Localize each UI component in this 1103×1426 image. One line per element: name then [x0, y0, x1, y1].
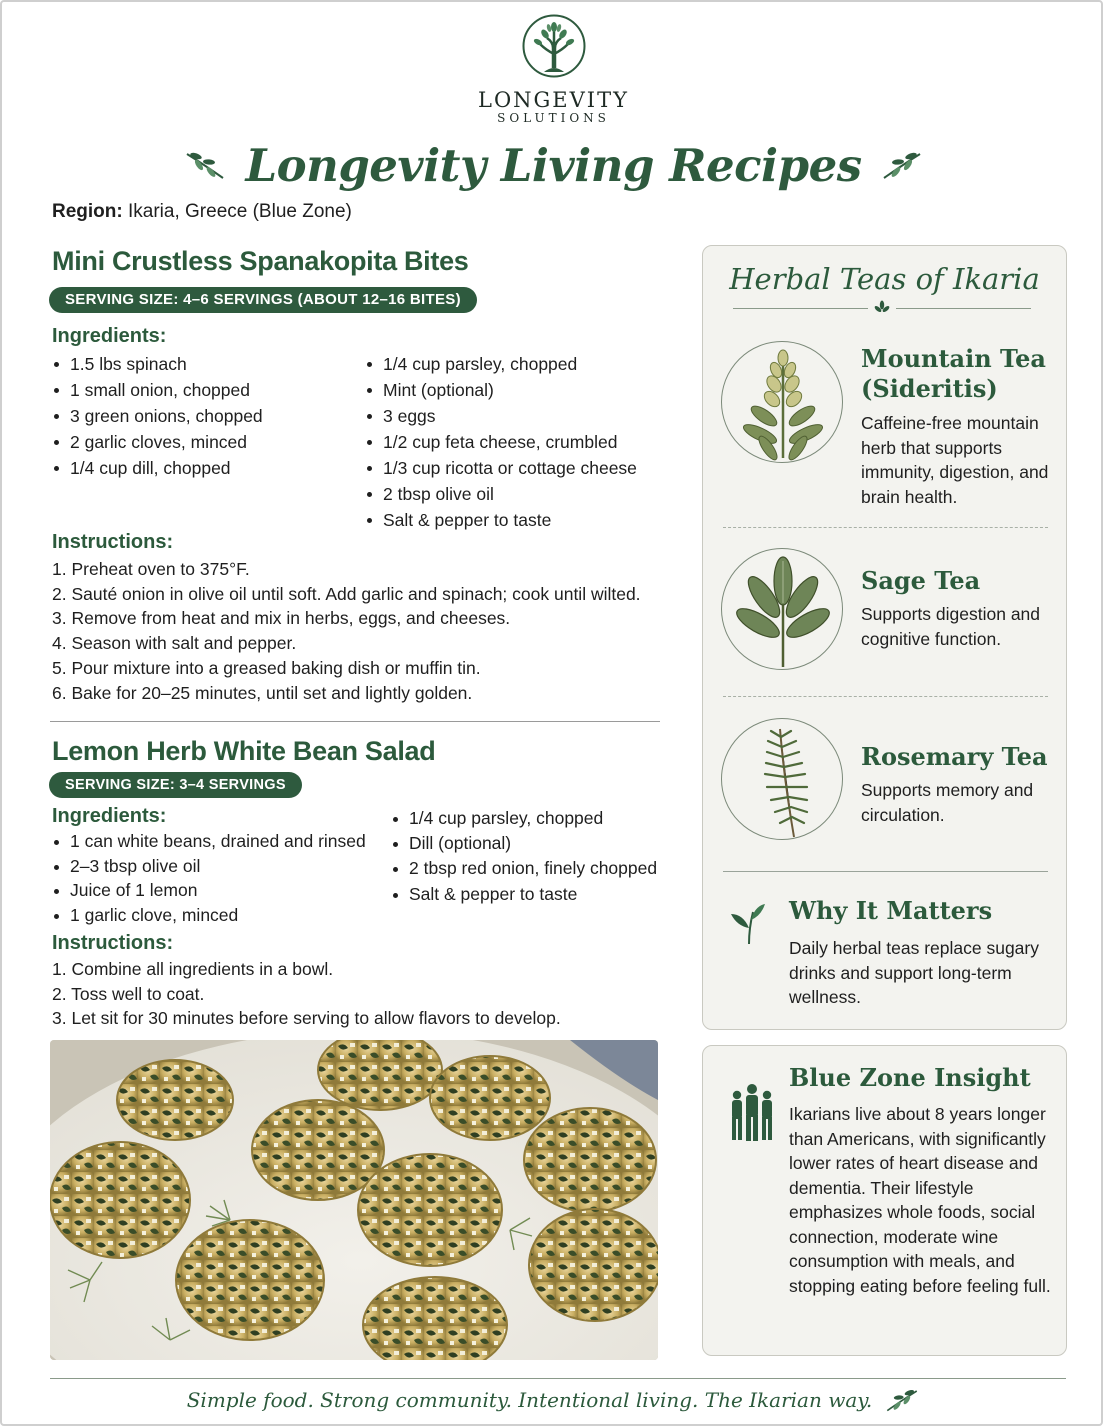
instruction-step: 4. Season with salt and pepper.: [52, 633, 297, 654]
region-value: Ikaria, Greece (Blue Zone): [128, 201, 352, 222]
sprig-left-icon: [183, 148, 227, 182]
why-divider: [723, 871, 1048, 872]
ingredient-item: 1 small onion, chopped: [52, 377, 263, 403]
sprout-icon: [727, 898, 771, 946]
sage-leaves-icon: [722, 549, 843, 670]
recipe1-ingredients-label: Ingredients:: [52, 325, 167, 347]
instruction-step: 2. Sauté onion in olive oil until soft. Add garlic and spinach; cook until wilted.: [52, 583, 641, 604]
why-title: Why It Matters: [789, 896, 993, 925]
sprig-right-icon: [880, 148, 924, 182]
rosemary-sprig-icon: [722, 719, 843, 840]
section-divider: [50, 721, 660, 722]
instruction-step: 1. Combine all ingredients in a bowl.: [52, 959, 334, 979]
ingredient-item: 1/3 cup ricotta or cottage cheese: [365, 455, 637, 481]
ingredient-item: 2–3 tbsp olive oil: [52, 854, 366, 879]
ingredient-item: 3 green onions, chopped: [52, 403, 263, 429]
instruction-step: 5. Pour mixture into a greased baking dish or muffin tin.: [52, 657, 481, 678]
herbal-teas-panel: [702, 245, 1067, 1030]
instruction-step: 3. Let sit for 30 minutes before serving to allow flavors to develop.: [52, 1008, 561, 1028]
tea-1-name: Mountain Tea (Sideritis): [861, 344, 1046, 403]
tea-1-illustration: [721, 341, 843, 463]
recipe1-ingredients-col2: [365, 351, 637, 533]
recipe1-title: Mini Crustless Spanakopita Bites: [52, 246, 469, 276]
ingredient-item: 1.5 lbs spinach: [52, 351, 263, 377]
instruction-step: 6. Bake for 20–25 minutes, until set and lightly golden.: [52, 682, 473, 703]
brand-logo: [2, 14, 1103, 125]
tea-divider-2: [723, 696, 1048, 697]
ingredient-item: Salt & pepper to taste: [391, 882, 657, 907]
footer-tagline: Simple food. Strong community. Intentional living. The Ikarian way.: [186, 1388, 873, 1412]
tea-2-illustration: [721, 548, 843, 670]
recipe2-ingredients-label: Ingredients:: [52, 805, 167, 827]
tea-2-name: Sage Tea: [861, 566, 981, 595]
ingredient-item: Mint (optional): [365, 377, 637, 403]
recipe2-instructions-label: Instructions:: [52, 932, 174, 954]
instruction-step: 3. Remove from heat and mix in herbs, eggs, and cheeses.: [52, 608, 511, 629]
teas-heading: Herbal Teas of Ikaria: [729, 262, 1040, 296]
tea-1-desc: Caffeine-free mountain herb that supports immunity, digestion, and brain health.: [861, 413, 1049, 507]
tea-3-desc: Supports memory and circulation.: [861, 780, 1034, 825]
spanakopita-bites-image: [50, 1040, 658, 1360]
recipe2-instructions: [52, 957, 561, 1031]
sprig-footer-icon: [884, 1386, 920, 1414]
blue-zone-insight-panel: [702, 1045, 1067, 1356]
region-line: [52, 201, 352, 223]
footer: [2, 1384, 1103, 1416]
tea-divider-1: [723, 527, 1048, 528]
ingredient-item: 1/4 cup parsley, chopped: [365, 351, 637, 377]
tree-of-life-icon: [522, 14, 586, 78]
teas-rule-right: [896, 308, 1031, 309]
recipe2-title: Lemon Herb White Bean Salad: [52, 736, 436, 766]
ingredient-item: 1 can white beans, drained and rinsed: [52, 829, 366, 854]
ingredient-item: 3 eggs: [365, 403, 637, 429]
instruction-step: 1. Preheat oven to 375°F.: [52, 559, 250, 579]
insight-desc: Ikarians live about 8 years longer than Americans, with significantly lower rates of heart disease and dementia. Their lifestyle emphasizes whole foods, social connection, moderate wine consumption with meals, and stopping eating before feeling full.: [789, 1104, 1051, 1296]
title-row: [2, 135, 1103, 195]
footer-rule: [50, 1378, 1066, 1379]
brand-sub: SOLUTIONS: [497, 111, 610, 125]
ingredient-item: Juice of 1 lemon: [52, 878, 366, 903]
tea-3-illustration: [721, 718, 843, 840]
recipe1-instructions-label: Instructions:: [52, 531, 174, 553]
leaf-ornament-icon: [873, 300, 891, 316]
recipe2-ingredients-col1: [52, 829, 366, 927]
instruction-step: 2. Toss well to coat.: [52, 983, 205, 1004]
ingredient-item: 2 tbsp olive oil: [365, 481, 637, 507]
recipe1-serving-badge: SERVING SIZE: 4–6 SERVINGS (ABOUT 12–16 BITES): [49, 287, 477, 313]
brand-name: LONGEVITY: [478, 88, 629, 112]
insight-title: Blue Zone Insight: [789, 1063, 1031, 1092]
ingredient-item: 1/4 cup dill, chopped: [52, 455, 263, 481]
ingredient-item: 1/2 cup feta cheese, crumbled: [365, 429, 637, 455]
teas-rule-left: [733, 308, 868, 309]
ingredient-item: Dill (optional): [391, 831, 657, 856]
tea-2-desc: Supports digestion and cognitive function.: [861, 604, 1041, 649]
recipe2-serving-badge: SERVING SIZE: 3–4 SERVINGS: [49, 772, 302, 798]
recipe2-ingredients-col2: [391, 806, 657, 907]
ingredient-item: 2 garlic cloves, minced: [52, 429, 263, 455]
tea-3-name: Rosemary Tea: [861, 742, 1048, 771]
spanakopita-photo: [50, 1040, 658, 1360]
page-title: Longevity Living Recipes: [245, 138, 862, 192]
region-label: Region:: [52, 201, 123, 222]
sideritis-plant-icon: [722, 342, 843, 463]
people-group-icon: [727, 1082, 777, 1144]
recipe1-instructions: [52, 557, 641, 705]
recipe1-ingredients-col1: [52, 351, 263, 481]
ingredient-item: 1/4 cup parsley, chopped: [391, 806, 657, 831]
ingredient-item: 2 tbsp red onion, finely chopped: [391, 856, 657, 881]
why-desc: Daily herbal teas replace sugary drinks and support long-term wellness.: [789, 938, 1039, 1007]
ingredient-item: Salt & pepper to taste: [365, 507, 637, 533]
ingredient-item: 1 garlic clove, minced: [52, 903, 366, 928]
